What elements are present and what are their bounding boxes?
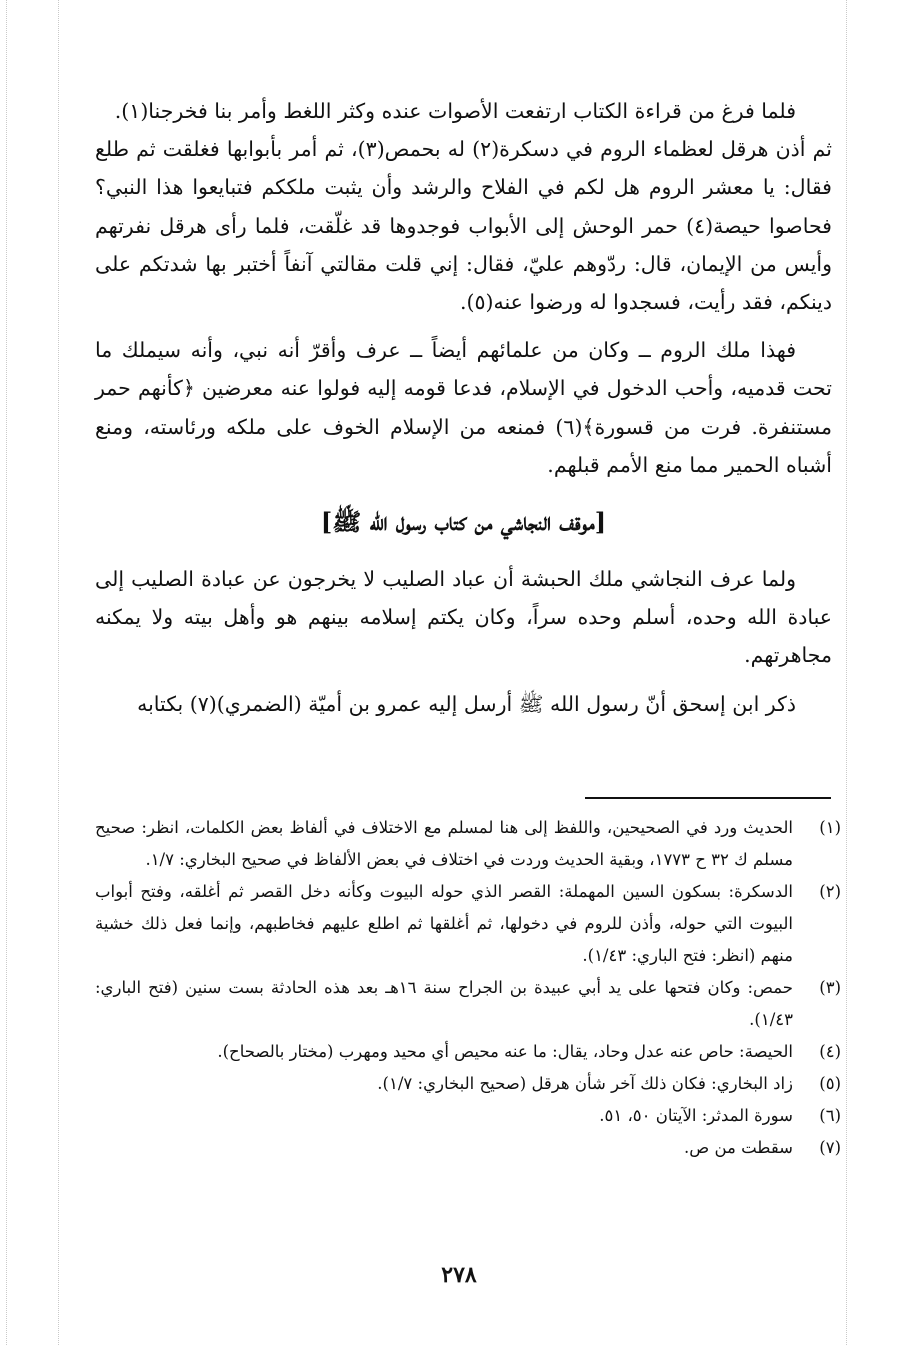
paragraph: ذكر ابن إسحق أنّ رسول الله ﷺ أرسل إليه عمرو بن أميّة (الضمري)(٧) بكتابه — [137, 691, 796, 716]
footnote-text: الحديث ورد في الصحيحين، واللفظ إلى هنا لمسلم مع الاختلاف في ألفاظ بعض الكلمات، انظر: صحيح مسلم ك ٣٢ ح ١٧٧٣، وبقية الحديث وردت في اختلاف في بعض الألفاظ في صحيح البخاري: ١/٧. — [95, 818, 793, 869]
scan-guide-line — [6, 0, 7, 1345]
paragraph: فهذا ملك الروم ــ وكان من علمائهم أيضاً ــ عرف وأقرّ أنه نبي، وأنه سيملك ما تحت قدميه، وأحب الدخول في الإسلام، فدعا قومه إليه فولوا عنه معرضين ﴿كأنهم حمر مستنفرة. فرت من قسورة﴾(٦) فمنعه من الإسلام الخوف على ملكه ورئاسته، ومنع أشباه الحمير مما منع الأمم قبلهم. — [95, 338, 832, 477]
paragraph: ولما عرف النجاشي ملك الحبشة أن عباد الصليب لا يخرجون عن عبادة الصليب إلى عبادة الله وحده، أسلم وحده سراً، وكان يكتم إسلامه بينهم هو وأهل بيته ولا يمكنه مجاهرتهم. — [95, 567, 832, 668]
footnote-number: (١) — [819, 818, 841, 837]
scan-guide-line — [58, 0, 59, 1345]
paragraph: فلما فرغ من قراءة الكتاب ارتفعت الأصوات عنده وكثر اللغط وأمر بنا فخرجنا(١). — [114, 99, 796, 123]
footnote-text: الدسكرة: بسكون السين المهملة: القصر الذي حوله البيوت وكأنه دخل القصر ثم أغلقه، وفتح أبواب البيوت التي حوله، وأذن للروم في دخولها، ثم أغلقها ثم اطلع عليهم فخاطبهم، وإنما فعل ذلك خشية منهم (انظر: فتح الباري: ١/٤٣). — [95, 882, 793, 965]
footnote-separator — [585, 797, 831, 799]
footnote-text: حمص: وكان فتحها على يد أبي عبيدة بن الجراح سنة ١٦هـ بعد هذه الحادثة بست سنين (فتح الباري: ١/٤٣). — [95, 978, 793, 1029]
main-text — [95, 92, 832, 723]
footnote — [95, 972, 841, 1036]
footnote — [95, 1036, 841, 1068]
footnote-text: الحيصة: حاص عنه عدل وحاد، يقال: ما عنه محيص أي محيد ومهرب (مختار بالصحاح). — [217, 1042, 793, 1061]
footnote — [95, 812, 841, 876]
footnote-number: (٤) — [819, 1042, 841, 1061]
section-heading: [موقف النجاشي من كتاب رسول الله ﷺ] — [320, 507, 607, 537]
footnotes — [95, 812, 841, 1164]
footnote-text: سورة المدثر: الآيتان ٥٠، ٥١. — [599, 1106, 793, 1125]
footnote — [95, 1068, 841, 1100]
footnote — [95, 1132, 841, 1164]
footnote-number: (٢) — [819, 882, 841, 901]
footnote-number: (٥) — [819, 1074, 841, 1093]
scan-guide-line — [846, 0, 847, 1345]
page-number: ٢٧٨ — [441, 1262, 477, 1288]
footnote — [95, 1100, 841, 1132]
footnote-text: سقطت من ص. — [684, 1138, 793, 1157]
footnote-number: (٣) — [819, 978, 841, 997]
paragraph: ثم أذن هرقل لعظماء الروم في دسكرة(٢) له بحمص(٣)، ثم أمر بأبوابها فغلقت ثم طلع فقال: يا معشر الروم هل لكم في الفلاح والرشد وأن يثبت ملككم فتبايعوا هذا النبي؟ فحاصوا حيصة(٤) حمر الوحش إلى الأبواب فوجدوها قد غلّقت، فلما رأى هرقل نفرتهم وأيس من الإيمان، قال: ردّوهم عليّ، فقال: إني قلت مقالتي آنفاً أختبر بها شدتكم على دينكم، فقد رأيت، فسجدوا له ورضوا عنه(٥). — [95, 137, 832, 315]
footnote-number: (٧) — [819, 1138, 841, 1157]
footnote-text: زاد البخاري: فكان ذلك آخر شأن هرقل (صحيح البخاري: ١/٧). — [377, 1074, 793, 1093]
footnote-number: (٦) — [819, 1106, 841, 1125]
footnote — [95, 876, 841, 972]
